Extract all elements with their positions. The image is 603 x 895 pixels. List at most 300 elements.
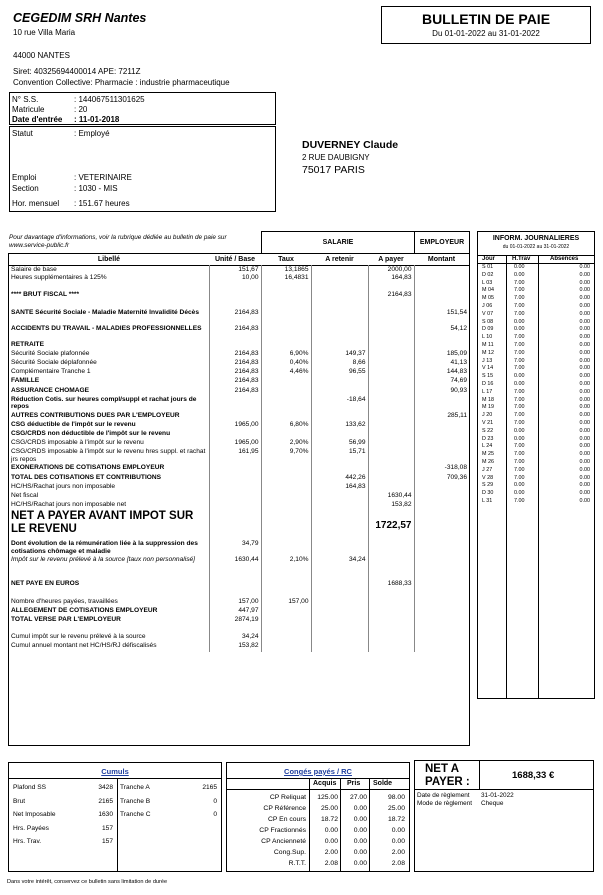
row-payer [368, 464, 414, 473]
row-retenir: 8,66 [311, 359, 368, 368]
row-payer [368, 350, 414, 359]
journal-hours: 7.00 [514, 365, 525, 372]
conges-pris: 0.00 [353, 849, 367, 856]
journal-hours: 7.00 [514, 466, 525, 473]
table-row [9, 283, 469, 291]
row-retenir [311, 301, 368, 309]
row-retenir [311, 492, 368, 501]
row-payer: 1630,44 [368, 492, 414, 501]
row-libelle: CSG/CRDS non déductible de l'impôt sur le revenu [11, 430, 171, 438]
conges-title: Congés payés / RC [284, 767, 352, 776]
table-row [9, 501, 469, 510]
bulletin-title: BULLETIN DE PAIE [421, 11, 551, 27]
journal-day: L 17 [482, 388, 493, 395]
col-libelle: Libellé [97, 255, 121, 263]
row-employeur [414, 540, 469, 556]
row-libelle: Salaire de base [11, 265, 57, 273]
row-base: 1630,44 [209, 556, 261, 572]
journal-row [478, 334, 594, 342]
row-payer [368, 556, 414, 572]
row-payer [368, 301, 414, 309]
journal-hours: 0.00 [514, 427, 525, 434]
conges-col-pris: Pris [347, 780, 361, 787]
salarie-label: SALARIE [322, 239, 354, 246]
row-employeur [414, 510, 469, 540]
row-base [209, 580, 261, 589]
journal-row [478, 482, 594, 490]
table-row [9, 359, 469, 368]
row-base: 2164,83 [209, 350, 261, 359]
journal-absences: 0.00 [579, 373, 590, 380]
row-libelle: Réduction Cotis. sur heures compl/suppl et rachat jours de repos [11, 395, 197, 411]
row-libelle: SANTE Sécurité Sociale - Maladie Maternité Invalidité Décès [11, 308, 199, 316]
row-base [209, 430, 261, 439]
row-retenir [311, 274, 368, 283]
row-retenir: 34,24 [311, 556, 368, 572]
row-employeur [414, 283, 469, 291]
row-libelle [9, 301, 209, 309]
ss-label: N° S.S. [12, 95, 39, 104]
net-box [414, 760, 594, 872]
row-libelle: RETRAITE [11, 340, 44, 348]
table-row [9, 439, 469, 448]
cumuls-box [8, 762, 222, 872]
row-libelle: Sécurité Sociale déplafonnée [11, 358, 97, 366]
row-libelle: ASSURANCE CHOMAGE [11, 386, 90, 394]
row-employeur: 151,54 [414, 309, 469, 325]
employer-city: 44000 NANTES [13, 51, 70, 60]
row-payer [368, 368, 414, 377]
journal-hours: 7.00 [514, 334, 525, 341]
row-libelle: TOTAL VERSE PAR L'EMPLOYEUR [11, 615, 121, 623]
row-taux [261, 501, 311, 510]
conges-col-solde: Solde [373, 780, 393, 787]
journal-absences: 0.00 [579, 279, 590, 286]
journal-day: D 16 [482, 380, 494, 387]
row-retenir [311, 283, 368, 291]
journal-absences: 0.00 [579, 287, 590, 294]
journal-day: V 28 [482, 474, 494, 481]
row-employeur [414, 501, 469, 510]
conges-solde: 98.00 [387, 794, 405, 801]
row-retenir [311, 580, 368, 589]
row-libelle: **** BRUT FISCAL **** [11, 291, 80, 299]
row-employeur [414, 274, 469, 283]
journal-absences: 0.00 [579, 302, 590, 309]
row-payer [368, 474, 414, 483]
table-row [9, 616, 469, 625]
row-payer [368, 341, 414, 350]
row-base: 153,82 [209, 642, 261, 651]
bulletin-header [381, 6, 591, 44]
row-taux [261, 616, 311, 625]
row-base [209, 341, 261, 350]
payslip-rows [9, 254, 469, 652]
row-base [209, 501, 261, 510]
table-row [9, 341, 469, 350]
employee-city: 75017 PARIS [302, 164, 365, 176]
col-base: Unité / Base [214, 255, 256, 263]
row-base: 2164,83 [209, 325, 261, 341]
row-payer [368, 448, 414, 464]
row-libelle: NET PAYE EN EUROS [11, 580, 80, 588]
row-libelle [9, 625, 209, 633]
row-libelle: HC/HS/Rachat jours non imposable [11, 482, 116, 490]
row-taux [261, 309, 311, 325]
row-taux: 0,40% [261, 359, 311, 368]
table-row [9, 412, 469, 421]
row-payer [368, 439, 414, 448]
journal-day: L 10 [482, 334, 493, 341]
journal-day: D 09 [482, 326, 494, 333]
row-employeur [414, 642, 469, 651]
journal-row [478, 295, 594, 303]
horaire-label: Hor. mensuel [12, 199, 60, 208]
table-row [9, 309, 469, 325]
row-retenir [311, 625, 368, 633]
info-note: Pour davantage d'informations, voir la rubrique dédiée au bulletin de paie sur www.service-public.fr [9, 234, 227, 249]
journal-absences: 0.00 [579, 318, 590, 325]
row-payer [368, 283, 414, 291]
entry-date-value: : 11-01-2018 [74, 115, 120, 124]
row-payer: 1722,57 [368, 510, 414, 540]
row-libelle: Complémentaire Tranche 1 [11, 368, 91, 376]
row-taux: 4,46% [261, 368, 311, 377]
row-payer [368, 616, 414, 625]
row-retenir: -18,64 [311, 396, 368, 412]
table-row [9, 607, 469, 616]
footer-note: Dans votre intérêt, conservez ce bulletin sans limitation de durée [7, 879, 168, 885]
col-montant: Montant [427, 255, 456, 263]
row-retenir [311, 642, 368, 651]
cumuls-title: Cumuls [101, 767, 129, 776]
row-libelle [9, 283, 209, 291]
employer-siret: Siret: 40325694400014 APE: 7211Z [13, 67, 141, 76]
conges-pris: 27.00 [349, 794, 367, 801]
row-employeur: 144,83 [414, 368, 469, 377]
journal-absences: 0.00 [579, 310, 590, 317]
row-base: 34,79 [209, 540, 261, 556]
row-employeur [414, 341, 469, 350]
row-taux: 2,90% [261, 439, 311, 448]
journal-row [478, 342, 594, 350]
row-retenir [311, 325, 368, 341]
statut-label: Statut [12, 129, 33, 138]
row-retenir [311, 430, 368, 439]
table-row [9, 492, 469, 501]
journal-hours: 7.00 [514, 310, 525, 317]
journal-day: D 30 [482, 490, 494, 497]
conges-pris: 0.00 [353, 838, 367, 845]
conges-pris: 0.00 [353, 827, 367, 834]
journal-hours: 0.00 [514, 482, 525, 489]
cumul-value: 157 [101, 838, 113, 845]
row-libelle: HC/HS/Rachat jours non imposable net [11, 501, 127, 509]
row-libelle: NET A PAYER AVANT IMPOT SUR LE REVENU [11, 510, 194, 536]
table-row [9, 396, 469, 412]
journal-day: D 02 [482, 271, 494, 278]
col-retenir: A retenir [325, 255, 354, 263]
conges-row [227, 792, 409, 803]
row-payer [368, 359, 414, 368]
row-libelle: EXONERATIONS DE COTISATIONS EMPLOYEUR [11, 464, 165, 472]
tranche-value: 0 [213, 797, 217, 805]
row-payer [368, 377, 414, 386]
journal-row [478, 412, 594, 420]
row-employeur: -318,08 [414, 464, 469, 473]
journal-hours: 7.00 [514, 396, 525, 403]
matricule-value: : 20 [74, 105, 88, 114]
row-taux [261, 283, 311, 291]
cumul-value: 3428 [98, 784, 113, 791]
journal-row [478, 264, 594, 272]
journal-hours: 0.00 [514, 490, 525, 497]
journal-absences: 0.00 [579, 264, 590, 270]
journal-day: M 12 [482, 349, 494, 356]
row-retenir: 96,55 [311, 368, 368, 377]
row-taux: 2,10% [261, 556, 311, 572]
row-retenir: 164,83 [311, 483, 368, 492]
row-taux [261, 412, 311, 421]
row-retenir: 56,99 [311, 439, 368, 448]
row-retenir: 15,71 [311, 448, 368, 464]
row-employeur [414, 448, 469, 464]
journal-absences: 0.00 [579, 490, 590, 497]
journal-day: L 31 [482, 497, 493, 504]
row-retenir [311, 572, 368, 580]
row-base [209, 572, 261, 580]
employer-address: 10 rue Villa Maria [13, 28, 76, 37]
row-taux: 6,90% [261, 350, 311, 359]
journal-absences: 0.00 [579, 435, 590, 442]
tranche-label: Tranche A [120, 784, 150, 791]
journal-hours: 7.00 [514, 302, 525, 309]
row-employeur [414, 598, 469, 607]
entry-date-label: Date d'entrée [12, 115, 63, 124]
col-payer: A payer [378, 255, 404, 263]
row-employeur [414, 590, 469, 598]
conges-row [227, 836, 409, 847]
salarie-group-header [261, 231, 415, 254]
journal-col-jour: Jour [482, 256, 496, 262]
journal-day: V 21 [482, 419, 494, 426]
journal-hours: 0.00 [514, 373, 525, 380]
journal-absences: 0.00 [579, 443, 590, 450]
row-employeur: 185,09 [414, 350, 469, 359]
journal-absences: 0.00 [579, 357, 590, 364]
journal-row [478, 311, 594, 319]
conges-acquis: 0.00 [324, 827, 338, 834]
journal-row [478, 397, 594, 405]
journal-day: L 24 [482, 443, 493, 450]
journal-day: M 19 [482, 404, 494, 411]
journal-hours: 0.00 [514, 264, 525, 270]
employee-id-box [9, 92, 276, 125]
cumuls-row [9, 781, 221, 795]
table-row [9, 464, 469, 473]
cumuls-row [9, 808, 221, 822]
row-base: 34,24 [209, 633, 261, 642]
row-payer [368, 430, 414, 439]
row-employeur [414, 265, 469, 274]
row-payer: 164,83 [368, 274, 414, 283]
row-base [209, 464, 261, 473]
table-row [9, 483, 469, 492]
payment-date-label: Date de règlement [417, 792, 470, 799]
row-employeur [414, 396, 469, 412]
row-employeur [414, 633, 469, 642]
journal-row [478, 459, 594, 467]
journal-absences: 0.00 [579, 326, 590, 333]
row-retenir: 442,26 [311, 474, 368, 483]
cumul-label: Net Imposable [13, 811, 56, 818]
employee-info-box [9, 126, 276, 212]
row-employeur [414, 291, 469, 300]
journal-day: V 07 [482, 310, 494, 317]
journal-row [478, 428, 594, 436]
conges-row [227, 814, 409, 825]
journal-hours: 7.00 [514, 443, 525, 450]
row-employeur [414, 492, 469, 501]
row-base: 157,00 [209, 598, 261, 607]
row-base: 447,97 [209, 607, 261, 616]
journal-hours: 7.00 [514, 388, 525, 395]
row-payer [368, 483, 414, 492]
conges-solde: 0.00 [391, 838, 405, 845]
row-payer: 1688,33 [368, 580, 414, 589]
journal-row [478, 475, 594, 483]
table-row [9, 590, 469, 598]
journal-absences: 0.00 [579, 341, 590, 348]
journal-row [478, 319, 594, 327]
journal-absences: 0.00 [579, 458, 590, 465]
cumuls-row [9, 822, 221, 836]
conges-rows [227, 792, 409, 869]
payment-mode: Cheque [481, 800, 504, 807]
row-libelle: TOTAL DES COTISATIONS ET CONTRIBUTIONS [11, 473, 162, 481]
journal-absences: 0.00 [579, 497, 590, 504]
row-taux: 6,80% [261, 421, 311, 430]
row-retenir [311, 387, 368, 396]
row-taux: 13,1865 [261, 265, 311, 274]
row-base: 1965,00 [209, 421, 261, 430]
row-taux [261, 483, 311, 492]
cumul-value: 1630 [98, 811, 113, 818]
tranche-label: Tranche C [120, 811, 151, 818]
journal-day: M 11 [482, 341, 494, 348]
table-row [9, 580, 469, 589]
row-libelle: Cumul annuel montant net HC/HS/RJ défiscalisés [11, 642, 157, 650]
journal-day: M 25 [482, 451, 494, 458]
journal-hours: 7.00 [514, 497, 525, 504]
journal-absences: 0.00 [579, 396, 590, 403]
row-payer: 2000,00 [368, 265, 414, 274]
row-payer [368, 421, 414, 430]
journal-day: D 23 [482, 435, 494, 442]
row-retenir [311, 464, 368, 473]
journal-hours: 0.00 [514, 435, 525, 442]
row-base [209, 396, 261, 412]
journal-row [478, 326, 594, 334]
row-retenir [311, 598, 368, 607]
row-taux [261, 464, 311, 473]
row-employeur [414, 572, 469, 580]
row-retenir [311, 341, 368, 350]
row-taux [261, 590, 311, 598]
conges-col-acquis: Acquis [313, 780, 337, 787]
row-libelle: AUTRES CONTRIBUTIONS DUES PAR L'EMPLOYEUR [11, 411, 180, 419]
journal-day: J 13 [482, 357, 493, 364]
row-taux: 157,00 [261, 598, 311, 607]
row-base [209, 510, 261, 540]
row-payer [368, 396, 414, 412]
row-employeur [414, 483, 469, 492]
journal-row [478, 272, 594, 280]
row-taux: 9,70% [261, 448, 311, 464]
journal-day: J 27 [482, 466, 493, 473]
row-libelle: FAMILLE [11, 377, 40, 385]
row-taux [261, 341, 311, 350]
row-retenir [311, 412, 368, 421]
journal-day: S 29 [482, 482, 494, 489]
journal-absences: 0.00 [579, 474, 590, 481]
journal-row [478, 443, 594, 451]
conges-label: CP Reliquat [269, 794, 306, 801]
journal-period: du 01-01-2022 au 31-01-2022 [502, 244, 570, 250]
row-payer [368, 412, 414, 421]
row-libelle: CSG/CRDS imposable à l'impôt sur le revenu [11, 439, 144, 447]
row-taux [261, 301, 311, 309]
journal-row [478, 436, 594, 444]
conges-box [226, 762, 410, 872]
employeur-label: EMPLOYEUR [419, 239, 465, 246]
row-libelle: Impôt sur le revenu prélevé à la source [taux non personnalisé] [11, 556, 195, 564]
conges-acquis: 18.72 [320, 816, 338, 823]
row-retenir [311, 633, 368, 642]
row-employeur [414, 430, 469, 439]
ss-number: : 144067511301625 [74, 95, 145, 104]
net-amount: 1688,33 € [512, 770, 555, 781]
journal-absences: 0.00 [579, 419, 590, 426]
row-libelle: Nombre d'heures payées, travaillées [11, 597, 118, 605]
table-row [9, 291, 469, 300]
row-retenir [311, 590, 368, 598]
conges-pris: 0.00 [353, 816, 367, 823]
tranche-value: 0 [213, 811, 217, 818]
net-label [425, 763, 470, 789]
table-row [9, 474, 469, 483]
table-row [9, 625, 469, 633]
employee-address: 2 RUE DAUBIGNY [302, 153, 370, 162]
net-label-line2: PAYER : [425, 776, 470, 788]
conges-row [227, 858, 409, 869]
row-base: 2164,83 [209, 387, 261, 396]
row-taux [261, 474, 311, 483]
conges-acquis: 25.00 [320, 805, 338, 812]
row-base [209, 625, 261, 633]
table-row [9, 430, 469, 439]
table-row [9, 556, 469, 572]
row-base: 2164,83 [209, 359, 261, 368]
row-payer [368, 598, 414, 607]
journal-hours: 7.00 [514, 412, 525, 419]
journal-absences: 0.00 [579, 404, 590, 411]
row-libelle: CSG déductible de l'impôt sur le revenu [11, 420, 136, 428]
row-libelle: ALLEGEMENT DE COTISATIONS EMPLOYEUR [11, 606, 158, 614]
journal-day: J 06 [482, 302, 493, 309]
journal-day: M 18 [482, 396, 494, 403]
payslip-table [8, 253, 470, 746]
